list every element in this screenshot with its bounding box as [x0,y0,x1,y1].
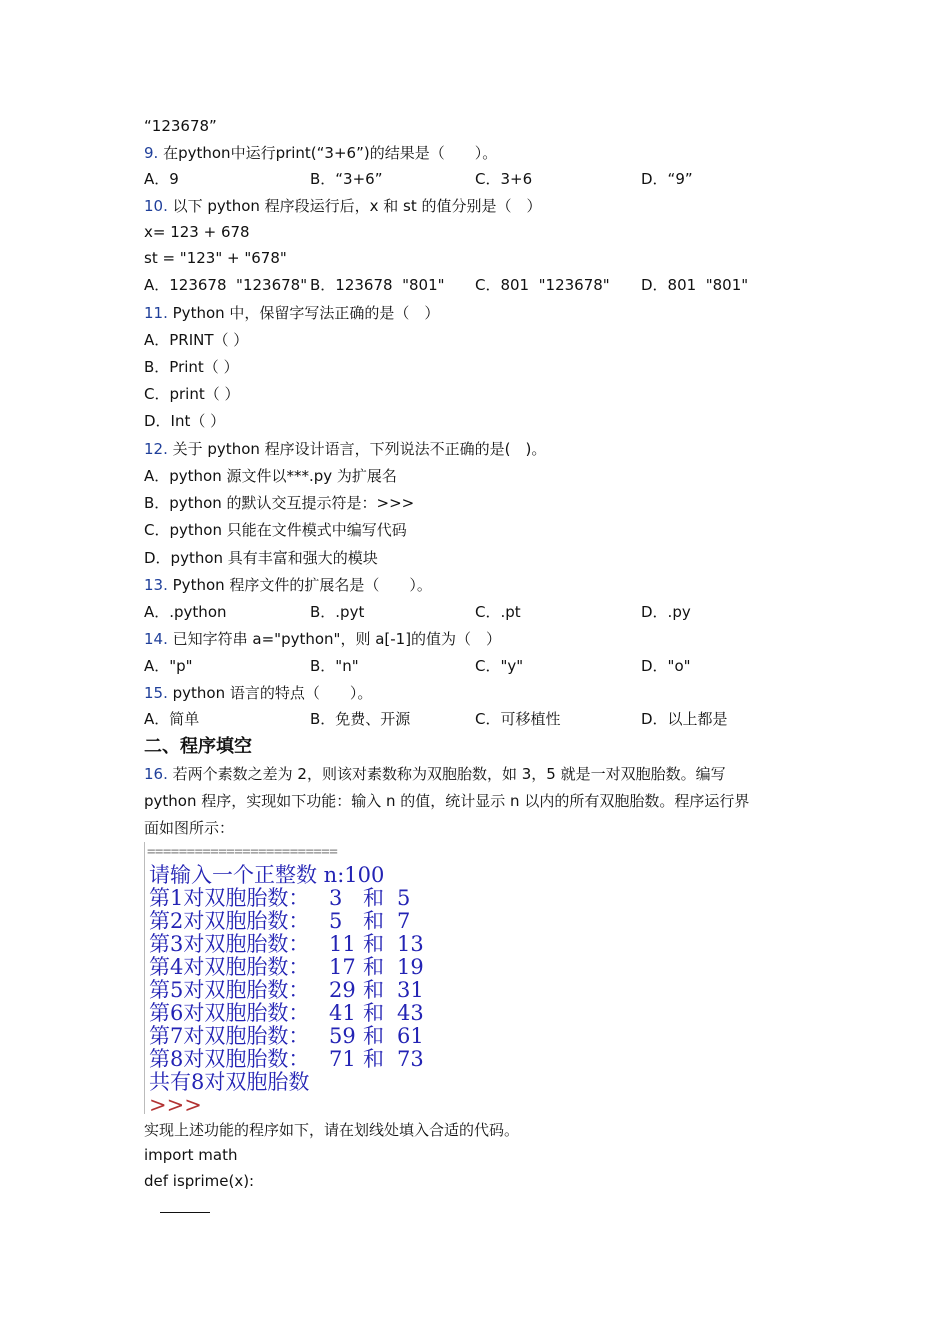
option-d: D．801 "801" [641,276,749,294]
question-text: Python 中，保留字写法正确的是（ ） [172,304,440,322]
option-b: B．“3+6” [310,170,383,188]
console-output-image [144,842,425,1117]
question-text: 已知字符串 a="python"，则 a[-1]的值为（ ） [172,630,502,648]
console-prompt: >>> [149,1093,202,1117]
pair-and: 和 [363,886,384,910]
option-a: A．PRINT（ ） [144,331,249,349]
pair-second: 43 [397,1001,424,1025]
pair-second: 13 [397,932,424,956]
code-line: def isprime(x): [144,1172,255,1190]
pair-label: 第3对双胞胎数： [149,932,310,956]
pair-first: 5 [329,909,343,933]
option-d: D．.py [641,603,691,621]
console-input-line: 请输入一个正整数 n:100 [149,863,385,887]
question-16 [144,764,726,784]
console-pair-line [149,1024,424,1048]
question-16-line-3: 面如图所示： [144,819,235,837]
pair-first: 29 [329,978,356,1002]
option-c: C．.pt [475,603,521,621]
console-pair-line [149,932,424,956]
pair-and: 和 [363,932,384,956]
option-c: C．"y" [475,657,524,675]
pair-second: 73 [397,1047,424,1071]
question-12 [144,439,546,459]
pair-second: 61 [397,1024,424,1048]
option-a: A．"p" [144,657,193,675]
option-a: A．123678 "123678" [144,276,308,294]
console-pair-line [149,909,411,933]
question-10 [144,196,542,216]
code-line: x= 123 + 678 [144,223,250,241]
option-c: C．python 只能在文件模式中编写代码 [144,521,407,539]
pair-label: 第8对双胞胎数： [149,1047,310,1071]
pair-and: 和 [363,909,384,933]
console-pair-line [149,1001,424,1025]
option-b: B．"n" [310,657,359,675]
question-11 [144,303,439,323]
pair-first: 59 [329,1024,356,1048]
question-text: 关于 python 程序设计语言，下列说法不正确的是( )。 [172,440,547,458]
fill-in-blank[interactable] [160,1212,210,1213]
console-pair-line [149,978,424,1002]
prev-answer-fragment: “123678” [144,117,217,135]
question-number: 10. [144,197,168,215]
pair-second: 31 [397,978,424,1002]
option-b: B．免费、开源 [310,710,411,728]
question-16-line-2: python 程序，实现如下功能：输入 n 的值，统计显示 n 以内的所有双胞胎数。程序运行界 [144,792,750,810]
question-15 [144,683,372,703]
pair-and: 和 [363,978,384,1002]
option-a: A．简单 [144,710,200,728]
option-c: C．801 "123678" [475,276,610,294]
code-line: import math [144,1146,238,1164]
question-9 [144,143,497,163]
question-number: 14. [144,630,168,648]
question-13-options [144,602,824,622]
pair-first: 17 [329,955,356,979]
pair-label: 第4对双胞胎数： [149,955,310,979]
option-b: B．Print（ ） [144,358,239,376]
pair-first: 41 [329,1001,356,1025]
console-pair-line [149,955,424,979]
option-c: C．print（ ） [144,385,240,403]
option-b: B．123678 "801" [310,276,445,294]
pair-and: 和 [363,1001,384,1025]
console-pair-line [149,886,411,910]
option-a: A．9 [144,170,179,188]
pair-and: 和 [363,1024,384,1048]
instruction-line: 实现上述功能的程序如下，请在划线处填入合适的代码。 [144,1121,520,1139]
question-number: 13. [144,576,168,594]
pair-label: 第2对双胞胎数： [149,909,310,933]
pair-label: 第6对双胞胎数： [149,1001,310,1025]
console-pair-line [149,1047,424,1071]
pair-first: 71 [329,1047,356,1071]
question-13 [144,575,432,595]
pair-and: 和 [363,955,384,979]
question-number: 16. [144,765,168,783]
option-b: B．python 的默认交互提示符是：>>> [144,494,415,512]
option-b: B．.pyt [310,603,365,621]
question-text: 以下 python 程序段运行后，x 和 st 的值分别是（ ） [172,197,542,215]
option-d: D．以上都是 [641,710,728,728]
console-total-line: 共有8对双胞胎数 [149,1070,310,1094]
pair-second: 7 [397,909,411,933]
pair-first: 3 [329,886,343,910]
option-c: C．可移植性 [475,710,561,728]
question-number: 12. [144,440,168,458]
option-d: D．python 具有丰富和强大的模块 [144,549,378,567]
question-10-options [144,275,824,295]
option-d: D．"o" [641,657,691,675]
pair-first: 11 [329,932,356,956]
pair-second: 19 [397,955,424,979]
code-line: st = "123" + "678" [144,249,287,267]
question-14 [144,629,501,649]
question-14-options [144,656,824,676]
pair-label: 第5对双胞胎数： [149,978,310,1002]
option-a: A．.python [144,603,227,621]
question-number: 11. [144,304,168,322]
section-heading: 二、程序填空 [144,736,252,757]
option-d: D．Int（ ） [144,412,226,430]
question-text: Python 程序文件的扩展名是（ ）。 [172,576,432,594]
option-d: D．“9” [641,170,693,188]
pair-label: 第7对双胞胎数： [149,1024,310,1048]
question-text: 在python中运行print(“3+6”)的结果是（ ）。 [163,144,498,162]
option-a: A．python 源文件以***.py 为扩展名 [144,467,397,485]
pair-label: 第1对双胞胎数： [149,886,310,910]
question-number: 15. [144,684,168,702]
question-9-options [144,169,824,189]
pair-and: 和 [363,1047,384,1071]
option-c: C．3+6 [475,170,533,188]
question-15-options [144,709,824,729]
question-text: 若两个素数之差为 2，则该对素数称为双胞胎数，如 3，5 就是一对双胞胎数。编写 [172,765,726,783]
console-separator: ======================== [147,844,338,860]
pair-second: 5 [397,886,411,910]
question-number: 9. [144,144,159,162]
question-text: python 语言的特点（ ）。 [172,684,373,702]
